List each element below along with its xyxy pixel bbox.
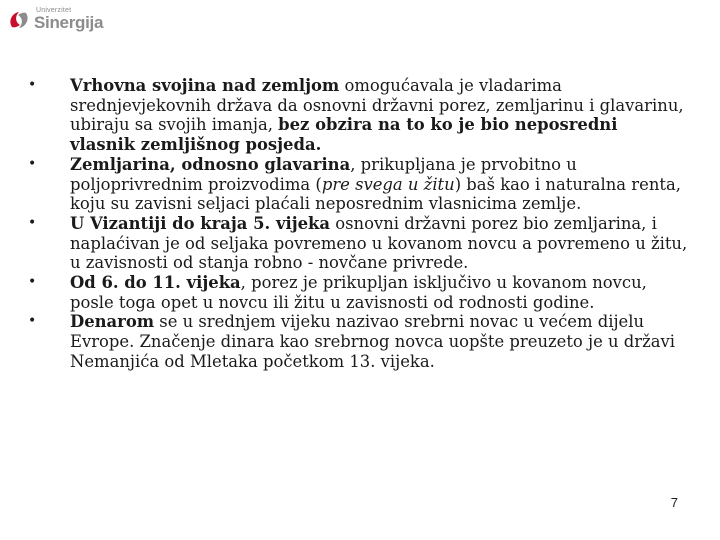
- bullet-text-segment: se u srednjem vijeku nazivao srebrni novac u većem dijelu Evrope. Značenje dinara kao srebrnog novca uopšte preuzeto je u državi Nemanjića od Mletaka početkom 13. vijeka.: [70, 312, 675, 371]
- bullet-text-segment: ) baš kao i naturalna renta, koju su zavisni seljaci plaćali neposrednim vlasnicima zemlje.: [70, 174, 681, 214]
- bullet-text-segment: Vrhovna svojina nad zemljom: [70, 76, 340, 95]
- logo-main-text: Sinergija: [34, 13, 104, 32]
- bullet-text-segment: bez obzira na to ko je bio neposredni vlasnik zemljišnog posjeda.: [70, 115, 618, 155]
- bullet-text-segment: Denarom: [70, 312, 155, 332]
- bullet-dot-icon: •: [28, 274, 37, 291]
- bullet-item: [28, 312, 688, 371]
- bullet-item: [28, 273, 688, 312]
- bullet-text-segment: U Vizantiji do kraja 5. vijeka: [70, 213, 331, 233]
- bullet-text-segment: pre svega u žitu: [321, 174, 455, 194]
- bullet-text-segment: omogućavala je vladarima srednjevjekovnih država da osnovni državni porez, zemljarinu i glavarinu, ubiraju sa svojih imanja,: [70, 76, 684, 135]
- bullet-text-segment: Od 6. do 11. vijeka: [70, 273, 241, 293]
- university-logo: [6, 4, 104, 36]
- bullet-dot-icon: •: [28, 214, 37, 231]
- bullet-text-segment: Zemljarina, odnosno glavarina: [70, 154, 351, 174]
- bullet-text-segment: , prikupljana je prvobitno u poljoprivrednim proizvodima (: [70, 154, 577, 194]
- slide-content: [28, 76, 688, 372]
- bullet-text-segment: osnovni državni porez bio zemljarina, i naplaćivan je od seljaka povremeno u kovanom novcu a povremeno u žitu, u zavisnosti od stanja robno - novčane privrede.: [70, 213, 688, 273]
- bullet-item: [28, 76, 688, 155]
- bullet-item: [28, 155, 688, 214]
- bullet-list: [28, 76, 688, 372]
- bullet-text-segment: , porez je prikupljan isključivo u kovanom novcu, posle toga opet u novcu ili žitu u zavisnosti od rodnosti godine.: [70, 273, 647, 312]
- bullet-item: [28, 214, 688, 273]
- bullet-dot-icon: •: [28, 313, 37, 330]
- logo-small-text: Univerzitet: [36, 7, 72, 14]
- bullet-dot-icon: •: [28, 77, 37, 93]
- page-number: 7: [670, 495, 678, 510]
- bullet-dot-icon: •: [28, 155, 37, 172]
- sinergija-logo-icon: [6, 7, 32, 33]
